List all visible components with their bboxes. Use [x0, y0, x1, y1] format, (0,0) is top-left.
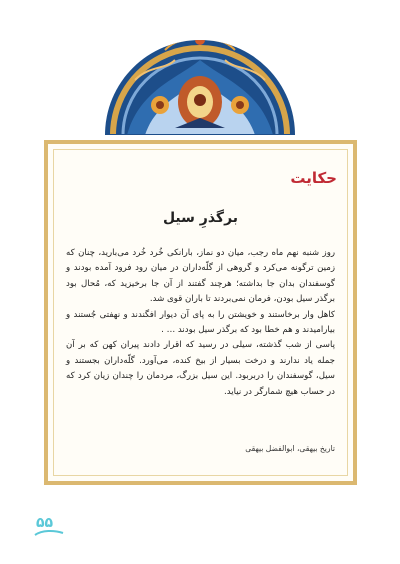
- story-title: برگذرِ سیل: [162, 210, 239, 226]
- story-body: [66, 246, 335, 400]
- story-frame: [44, 140, 357, 485]
- section-title: حکایت: [290, 169, 337, 187]
- persian-tile-ornament: [105, 10, 295, 135]
- page-number: ۵۵: [36, 515, 54, 531]
- paragraph-2: کاهل وار برخاستند و خویشتن را به پای آن دیوار افگندند و نهفتی جُستند و بیارامیدند و هم خطا بود که برگذر سیل بودند … .: [66, 309, 335, 336]
- page-number-swoosh: [34, 529, 64, 537]
- paragraph-1: روز شنبه نهم ماه رجب، میان دو نماز، بارانکی خُرد خُرد می‌بارید، چنان که زمین ترگونه می‌کرد و گروهی از گلّه‌داران در میان رود فرود آمده بودند و گوسفندان بدان جا بداشته؛ هرچند گفتند از آن جا برخیزید که، مُحال بود برگذر سیل بودن، فرمان نمی‌بردند تا باران قوی شد.: [66, 248, 335, 305]
- paragraph-3: پاسی از شب گذشته، سیلی در رسید که اقرار دادند پیران کهن که بر آن جمله یاد ندارند و درخت بسیار از بیخ کنده، می‌آورد. گلّه‌داران بجستند و سیل، گوسفندان را دربربود. این سیل بزرگ، مردمان را چندان زیان کرد که در حساب هیچ شمارگر در نیاید.: [66, 340, 335, 397]
- citation: تاریخ بیهقی، ابوالفضل بیهقی: [245, 444, 335, 453]
